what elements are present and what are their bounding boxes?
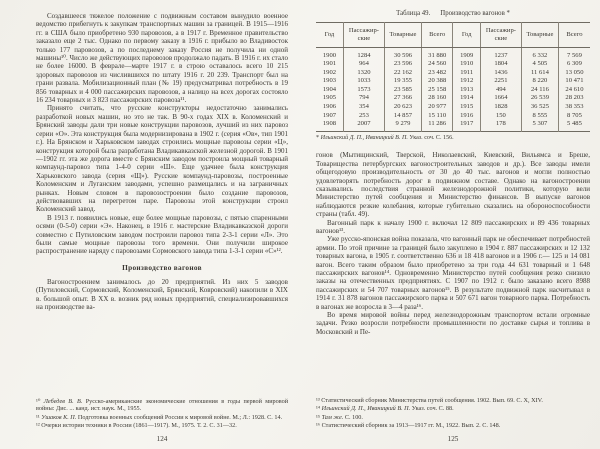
- table-cell: 13 050: [558, 68, 590, 77]
- footnote-text: Статистический сборник Министерства путей сообщения. 1902. Вып. 69. С. X, XIV.: [321, 397, 543, 405]
- left-footnotes: [36, 398, 288, 430]
- table-cell: 27 366: [384, 94, 421, 103]
- footnote-marker: ¹³: [316, 397, 320, 405]
- footnote-text: С. 100.: [344, 413, 363, 421]
- right-body-text-2: [316, 219, 590, 337]
- footnote: [36, 422, 288, 429]
- table-cell: 24 560: [421, 60, 453, 69]
- table-cell: 8 220: [521, 77, 558, 86]
- footnote-text: Русско-американские экономические отношения в годы первой мировой войны: Дис. ... канд. ист. наук. М., 1955.: [36, 398, 289, 413]
- table-cell: 14 857: [384, 111, 421, 120]
- footnote-marker: ¹²: [36, 421, 40, 429]
- footnote-author: Ильинский Д. П., Иваницкий В. П.: [320, 135, 408, 142]
- table-cell: 494: [480, 85, 521, 94]
- table-header-cell: Год: [316, 23, 343, 48]
- table-cell: 15 110: [421, 111, 453, 120]
- table-cell: 38 353: [558, 103, 590, 112]
- table-row: [316, 85, 590, 94]
- table-cell: 1917: [453, 120, 480, 132]
- footnote-text: Статистический сборник за 1913—1917 гг. М., 1922. Вып. 2. С. 148.: [321, 421, 501, 429]
- table-cell: 31 880: [421, 48, 453, 60]
- table-head: [316, 23, 590, 48]
- footnote-marker: ¹⁶: [316, 421, 321, 429]
- table-header-cell: Товарные: [384, 23, 421, 48]
- table-row: [316, 111, 590, 120]
- table-cell: 1910: [453, 60, 480, 69]
- table-cell: 1237: [480, 48, 521, 60]
- right-footnotes: [316, 397, 590, 430]
- table-cell: 6 332: [521, 48, 558, 60]
- table-cell: 1916: [453, 111, 480, 120]
- footnote-marker: ¹⁵: [316, 413, 321, 421]
- table-cell: 7 569: [558, 48, 590, 60]
- table-cell: 36 525: [521, 103, 558, 112]
- footnote: [36, 414, 288, 421]
- paragraph: Уже русско-японская война показала, что вагонный парк не обеспечивает потребностей армии. По этой причине за границей было закуплено в 1904 г. 887 пассажирских и 12 132 товарных вагона, в 1905 г. соответственно 636 и 18 418 вагонов и в 1906 г.— 125 и 14 081 вагон. Всего таким образом было приобретено за три года 44 631 товарный и 1 648 пассажирских вагонов¹⁴. Одновременно Министерство путей сообщения резко снизило заказы на отечественных предприятиях. С 1907 по 1912 г. было заказано всего 8988 пассажирских и 54 707 товарных вагонов¹⁵. В результате подвижной парк насчитывал в 1914 г. 31 878 вагонов пассажирского парка и 507 671 вагон товарного парка. Потребность в вагонах же возросла в 3—4 раза¹⁶.: [316, 235, 590, 311]
- footnote-marker: ¹⁴: [316, 405, 321, 413]
- footnote-author: Ильинский Д. П., Иваницкий В. П.: [321, 405, 411, 413]
- table-cell: 1902: [316, 68, 343, 77]
- table-cell: 4 505: [521, 60, 558, 69]
- table-cell: 20 977: [421, 103, 453, 112]
- table-cell: 354: [343, 103, 384, 112]
- right-body-text: [316, 151, 590, 218]
- table-cell: 11 614: [521, 68, 558, 77]
- table-cell: 1900: [316, 48, 343, 60]
- table-cell: 1914: [453, 94, 480, 103]
- table-cell: 1901: [316, 60, 343, 69]
- table-cell: 1908: [316, 120, 343, 132]
- table-cell: 1320: [343, 68, 384, 77]
- table-cell: 11 286: [421, 120, 453, 132]
- footnote: [36, 398, 288, 412]
- table-cell: 150: [480, 111, 521, 120]
- table-cell: 5 307: [521, 120, 558, 132]
- footnote: [316, 397, 590, 404]
- table-cell: 28 160: [421, 94, 453, 103]
- table-cell: 1903: [316, 77, 343, 86]
- table-cell: 1664: [480, 94, 521, 103]
- table-header-cell: Товарные: [521, 23, 558, 48]
- page-number-right: 125: [447, 435, 459, 443]
- section-body-text: [36, 278, 288, 312]
- table-cell: 794: [343, 94, 384, 103]
- footnote-text: Указ. соч. С. 156.: [409, 135, 454, 142]
- page-right: [300, 0, 600, 449]
- table-header-cell: Пассажирские: [343, 23, 384, 48]
- table-cell: 1573: [343, 85, 384, 94]
- table-row: [316, 68, 590, 77]
- table-cell: 5 485: [558, 120, 590, 132]
- footnote: [316, 414, 590, 421]
- wagon-production-table: [316, 22, 590, 132]
- paragraph-continuation: гонов (Мытищинский, Тверской, Николаевский, Киевский, Вильямса и Бреше, Товарищества петербургских вагоностроительных заводов и др.). Все заводы имели общегодовую производительность от 30 до 40 тыс. вагонов и могли полностью удовлетворять потребность дорог в подвижном составе. Однако на вагоностроении сказывались последствия странной железнодорожной политики, которую вели Министерство путей сообщения и Министерство финансов. В выпуске вагонов наблюдаются резкие колебания, которые губительно сказались на обороноспособности страны (табл. 49).: [316, 151, 590, 219]
- table-row: [316, 48, 590, 60]
- table-header-row: [316, 23, 590, 48]
- table-header-cell: Всего: [421, 23, 453, 48]
- table-footnote: [316, 135, 590, 142]
- table-title: [316, 10, 590, 17]
- table-cell: 9 279: [384, 120, 421, 132]
- table-cell: 253: [343, 111, 384, 120]
- table-body: [316, 48, 590, 132]
- table-cell: 24 610: [558, 85, 590, 94]
- table-cell: 20 623: [384, 103, 421, 112]
- footnote-marker: ¹⁰: [36, 398, 41, 406]
- table-cell: 25 158: [421, 85, 453, 94]
- table-cell: 1828: [480, 103, 521, 112]
- table-cell: 1033: [343, 77, 384, 86]
- footnote-text: Очерки истории техники в России (1861—1917). М., 1975. Т. 2. С. 31—32.: [41, 421, 237, 429]
- table-cell: 28 203: [558, 94, 590, 103]
- table-cell: 23 596: [384, 60, 421, 69]
- table-cell: 23 482: [421, 68, 453, 77]
- page-number-left: 124: [156, 435, 168, 443]
- table-cell: 1436: [480, 68, 521, 77]
- footnote: [316, 405, 590, 412]
- table-cell: 26 539: [521, 94, 558, 103]
- table-cell: 10 471: [558, 77, 590, 86]
- table-cell: 8 705: [558, 111, 590, 120]
- footnote-author: Там же.: [321, 413, 344, 421]
- left-body-text: [36, 12, 288, 256]
- table-cell: 1911: [453, 68, 480, 77]
- table-cell: 6 309: [558, 60, 590, 69]
- table-cell: 1913: [453, 85, 480, 94]
- table-cell: 1904: [316, 85, 343, 94]
- table-row: [316, 60, 590, 69]
- table-cell: 178: [480, 120, 521, 132]
- table-cell: 2007: [343, 120, 384, 132]
- paragraph: Вагонный парк к началу 1900 г. включал 12 809 пассажирских и 89 436 товарных вагонов¹³.: [316, 218, 590, 235]
- table-cell: 1915: [453, 103, 480, 112]
- table-cell: 24 116: [521, 85, 558, 94]
- footnote-marker: *: [316, 135, 320, 142]
- table-cell: 1905: [316, 94, 343, 103]
- table-row: [316, 77, 590, 86]
- table-cell: 2251: [480, 77, 521, 86]
- table-label: Таблица 49.: [396, 10, 431, 17]
- table-header-cell: Год: [453, 23, 480, 48]
- table-cell: 1912: [453, 77, 480, 86]
- table-cell: 22 162: [384, 68, 421, 77]
- table-cell: 1909: [453, 48, 480, 60]
- paragraph: Во время мировой войны перед железнодорожным транспортом встали огромные задачи. Резко возросли потребности промышленности по доставке сырья и топлива в Московский и Пе-: [316, 311, 590, 336]
- table-cell: 1907: [316, 111, 343, 120]
- table-header-cell: Пассажирские: [480, 23, 521, 48]
- table-cell: 1804: [480, 60, 521, 69]
- table-row: [316, 120, 590, 132]
- table-cell: 30 596: [384, 48, 421, 60]
- paragraph: В 1913 г. появились новые, еще более мощные паровозы, с пятью спаренными осями (0-5-0) серии «Э». Наконец, в 1916 г. мастерские Владикавказской дороги совместно с Путиловским заводом построили паровоз типа 2-3-1 серии «Л». Это были самые мощные паровозы того времени. Они получили широкое распространение наряду с паровозами Сормовского завода типа 1-3-1 серии «С»¹².: [36, 213, 288, 256]
- paragraph: Принято считать, что русские конструкторы недостаточно занимались разработкой новых машин, но это не так. В 90-х годах XIX в. Коломенский и Брянский заводы дали три новые конструкции паровозов, лучший из них паровоз серии «О». Эта конструкция была модернизирована в 1902 г. (серия «Ов», тип 1901 г.). На Брянском и Харьковском заводах строились мощные паровозы серии «Ц», конструкция которой была разработана Владикавказской железной дорогой. В 1901—1902 гг. эта же дорога вместе с Брянским заводом построила мощный товарный компаунд-паровоз типа 1-4-0 серии «Ш». Еще удачнее была конструкция Харьковского завода (серия «Щ»). Русские компаунд-паровозы, построенные Коломенским и Луганским заводами, успешно размещались и на заграничных рынках. Новым словом в паровозостроении было создание паровозов, действовавших на перегретом паре. Паровозы этой конструкции строил Коломенский завод.: [36, 104, 288, 214]
- paragraph: Вагоностроением занималось до 20 предприятий. Из них 5 заводов (Путиловский, Сормовский, Коломенский, Брянский, Ковровский) накопили в XIX в. большой опыт. В XX в. возник ряд новых предприятий, специализировавшихся на производстве ва-: [36, 277, 288, 311]
- footnote-author: Ушаков К. П.: [41, 413, 77, 421]
- table-cell: 964: [343, 60, 384, 69]
- table-cell: 19 355: [384, 77, 421, 86]
- table-cell: 1284: [343, 48, 384, 60]
- footnote: [316, 422, 590, 429]
- table-caption: Производство вагонов *: [440, 10, 510, 17]
- footnote-author: Лебедев В. В.: [43, 398, 83, 406]
- table-cell: 8 555: [521, 111, 558, 120]
- table-row: [316, 94, 590, 103]
- footnote-marker: ¹¹: [36, 413, 40, 421]
- footnote-text: Указ. соч. С. 88.: [411, 405, 454, 413]
- section-heading: Производство вагонов: [122, 262, 202, 272]
- table-cell: 23 585: [384, 85, 421, 94]
- table-row: [316, 103, 590, 112]
- paragraph: Создавшееся тяжелое положение с подвижным составом вынудило военное ведомство прибегнуть к закупкам транспортных машин за границей. В 1915—1916 гг. в США было приобретено 930 паровозов, а в 1917 г. Временное правительство заказало еще 2 тыс. Однако по первому заказу в 1916 г. прибыло во Владивосток только 177 паровозов, а по последнему заказу Россия не получила ни одной машины¹⁰. Число же действующих паровозов продолжало падать. В 1916 г. их стало не более 16000. В феврале—марте 1917 г. в строю оставалось всего 10 215 здоровых паровозов из числившихся по штату 1916 г. 20 239. Транспорт был на грани развала. Мобилизационный план (№ 19) предусматривал потребность в 19 856 товарных и 4 000 пассажирских паровозов, а налицо на всех дорогах состояло 16 234 товарных и 3 823 пассажирских паровоза¹¹.: [36, 12, 288, 105]
- table-header-cell: Всего: [558, 23, 590, 48]
- table-cell: 20 388: [421, 77, 453, 86]
- table-cell: 1906: [316, 103, 343, 112]
- footnote-text: Подготовка военных сообщений России к мировой войне. М.; Л.: 1928. С. 14.: [77, 413, 283, 421]
